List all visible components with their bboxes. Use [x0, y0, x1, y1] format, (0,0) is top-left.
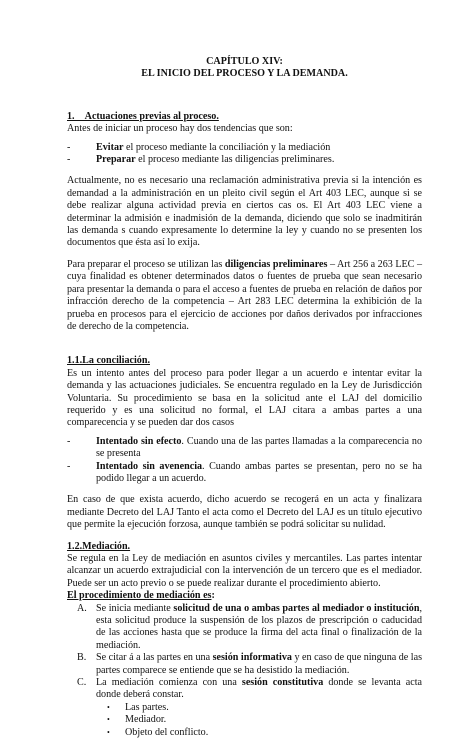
conciliation-cases-list — [67, 436, 422, 486]
list-item: • Objeto del conflicto. — [107, 726, 209, 738]
list-item: - Evitar el proceso mediante la conciliación y la mediación — [67, 141, 331, 153]
section-1-1-paragraph-1: Es un intento antes del proceso para poder llegar a un acuerdo e intentar evitar la demanda y las actuaciones judiciales. Se encuentra regulado en la Ley de Jurisdicción Voluntaria. Su procedimiento se basa en la solicitud ante el LAJ del domicilio requerido y es una solicitud no formal, el LAJ citara a ambas partes a una comparecencia y se pueden dar dos casos — [67, 367, 422, 429]
chapter-number: CAPÍTULO XIV: — [206, 56, 283, 67]
section-1-2-paragraph-1: Se regula en la Ley de mediación en asuntos civiles y mercantiles. Las partes intentar alcanzar un acuerdo extrajudicial con la intervención de un tercero que es el mediador. Puede ser un acto previo o se puede realizar durante el procedimiento abierto. — [67, 553, 422, 589]
section-1-paragraph-1: Actualmente, no es necesario una reclamación administrativa previa si la intención es demandad a la administración en un pleito civil según el Art 403 LEC, aunque si se debe realizar alguna actividad previa en ciertos cas os. El Art 403 LEC viene a determinar la admisión e inadmisión de la demanda, diciendo que solo se inadmitirán las demanda s cuando expresamente lo determine la ley y cuando no se presenten los documentos que ésta así lo exija. — [67, 175, 422, 249]
list-item: C. La mediación comienza con una sesión constitutiva donde se levanta acta donde deberá constar. — [77, 677, 423, 701]
list-item: • Mediador. — [107, 714, 167, 726]
list-item: - Intentado sin efecto. Cuando una de las partes llamadas a la comparecencia no se presenta — [67, 435, 422, 460]
list-item: • Las partes. — [107, 701, 169, 713]
section-1-heading: 1. Actuaciones previas al proceso. — [67, 110, 219, 122]
list-item: - Preparar el proceso mediante las diligencias preliminares. — [67, 154, 335, 166]
bullet-icon: • — [107, 727, 110, 737]
section-1-paragraph-2: Para preparar el proceso se utilizan las diligencias preliminares – Art 256 a 263 LEC – cuya finalidad es obtener determinados datos o fuentes de prueba que sean necesario para presentar la demanda o para el acceso a fuentes de prueba en relación de daños por infracción derecho de la competencia – Art 283 LEC determina la exhibición de la prueba en procesos para el ejercicio de acciones por daños derivados por infracciones de derecho de la competencia. — [67, 258, 422, 332]
section-1-1-paragraph-2: En caso de que exista acuerdo, dicho acuerdo se recogerá en un acta y finalizara mediante Decreto del LAJ Tanto el acta como el Decreto del LAJ es un título ejecutivo que permite la ejecución forzosa, aunque también se podrá solicitar su nulidad. — [67, 494, 422, 531]
section-1-1-heading: 1.1.La conciliación. — [67, 355, 150, 367]
chapter-title — [67, 56, 422, 81]
procedure-heading: El procedimiento de mediación es: — [67, 590, 215, 602]
list-item: B. Se citar á a las partes en una sesión informativa y en caso de que ninguna de las partes comparece se entiende que se ha desistido la mediación. — [77, 652, 423, 676]
procedure-steps-list — [67, 603, 422, 702]
constitutive-session-contents-list — [67, 702, 422, 739]
tendencies-list — [67, 142, 422, 167]
list-item: A. Se inicia mediante solicitud de una o ambas partes al mediador o institución, esta solicitud produce la suspensión de los plazos de prescripción o caducidad de las acciones hasta que se produce la firma del acta final o finalización de la mediación. — [77, 602, 422, 651]
section-1-2-heading: 1.2.Mediación. — [67, 540, 131, 552]
bullet-icon: • — [107, 702, 110, 712]
section-1-intro: Antes de iniciar un proceso hay dos tendencias que son: — [67, 123, 293, 135]
bullet-icon: • — [107, 715, 110, 725]
chapter-name: EL INICIO DEL PROCESO Y LA DEMANDA. — [141, 68, 348, 80]
list-item: - Intentado sin avenencia. Cuando ambas partes se presentan, pero no se ha podido llegar a un acuerdo. — [67, 460, 422, 484]
